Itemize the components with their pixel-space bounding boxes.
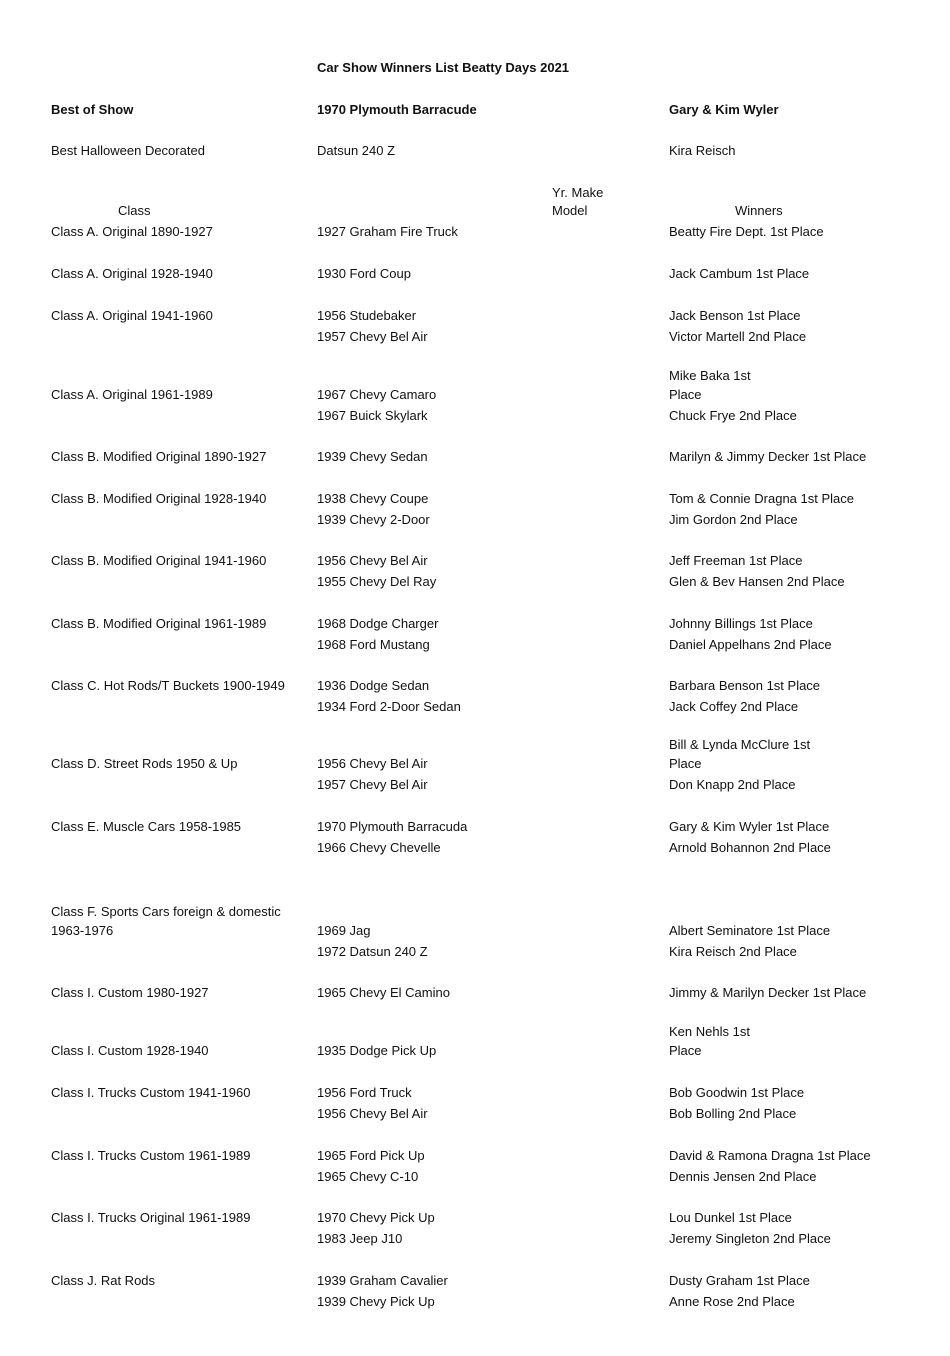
class-name: Class B. Modified Original 1890-1927 xyxy=(51,449,267,464)
winner-entry: Place xyxy=(669,1043,702,1058)
car-entry: 1967 Chevy Camaro xyxy=(317,387,437,402)
class-name: Class I. Custom 1980-1927 xyxy=(51,985,209,1000)
car-entry: 1939 Graham Cavalier xyxy=(317,1273,448,1288)
best-of-show-car: 1970 Plymouth Barracude xyxy=(317,102,477,117)
winner-entry: Jim Gordon 2nd Place xyxy=(669,512,798,527)
best-of-show-label: Best of Show xyxy=(51,102,134,117)
class-name: Class D. Street Rods 1950 & Up xyxy=(51,756,238,771)
car-entry: 1939 Chevy Pick Up xyxy=(317,1294,435,1309)
class-name: 1963-1976 xyxy=(51,923,114,938)
car-entry: 1970 Chevy Pick Up xyxy=(317,1210,435,1225)
class-name: Class J. Rat Rods xyxy=(51,1273,156,1288)
winner-entry: Kira Reisch 2nd Place xyxy=(669,944,797,959)
winner-entry: Albert Seminatore 1st Place xyxy=(669,923,831,938)
car-entry: 1935 Dodge Pick Up xyxy=(317,1043,437,1058)
winner-entry: Dennis Jensen 2nd Place xyxy=(669,1169,817,1184)
winner-entry: Lou Dunkel 1st Place xyxy=(669,1210,792,1225)
winner-entry: Anne Rose 2nd Place xyxy=(669,1294,795,1309)
winner-entry: Barbara Benson 1st Place xyxy=(669,678,821,693)
class-name: Class A. Original 1928-1940 xyxy=(51,266,213,281)
car-entry: 1957 Chevy Bel Air xyxy=(317,777,428,792)
car-entry: 1938 Chevy Coupe xyxy=(317,491,429,506)
winner-entry: Jeremy Singleton 2nd Place xyxy=(669,1231,831,1246)
car-entry: 1956 Chevy Bel Air xyxy=(317,1106,428,1121)
winner-entry: Place xyxy=(669,756,702,771)
car-entry: 1930 Ford Coup xyxy=(317,266,411,281)
header-yr-make: Yr. Make xyxy=(552,185,604,200)
winner-entry: Ken Nehls 1st xyxy=(669,1024,750,1039)
best-halloween-winner: Kira Reisch xyxy=(669,143,736,158)
car-entry: 1966 Chevy Chevelle xyxy=(317,840,441,855)
car-entry: 1968 Ford Mustang xyxy=(317,637,430,652)
car-entry: 1957 Chevy Bel Air xyxy=(317,329,428,344)
winner-entry: Beatty Fire Dept. 1st Place xyxy=(669,224,824,239)
page-title: Car Show Winners List Beatty Days 2021 xyxy=(317,60,570,75)
winner-entry: David & Ramona Dragna 1st Place xyxy=(669,1148,871,1163)
class-name: Class A. Original 1890-1927 xyxy=(51,224,213,239)
winner-entry: Victor Martell 2nd Place xyxy=(669,329,807,344)
best-halloween-car: Datsun 240 Z xyxy=(317,143,396,158)
header-class: Class xyxy=(118,203,151,218)
car-entry: 1967 Buick Skylark xyxy=(317,408,428,423)
winner-entry: Jimmy & Marilyn Decker 1st Place xyxy=(669,985,867,1000)
winner-entry: Chuck Frye 2nd Place xyxy=(669,408,797,423)
car-entry: 1983 Jeep J10 xyxy=(317,1231,403,1246)
class-name: Class E. Muscle Cars 1958-1985 xyxy=(51,819,242,834)
class-name: Class I. Custom 1928-1940 xyxy=(51,1043,209,1058)
header-model: Model xyxy=(552,203,588,218)
winner-entry: Daniel Appelhans 2nd Place xyxy=(669,637,832,652)
car-entry: 1970 Plymouth Barracuda xyxy=(317,819,468,834)
winner-entry: Dusty Graham 1st Place xyxy=(669,1273,810,1288)
winner-entry: Jack Benson 1st Place xyxy=(669,308,801,323)
car-entry: 1939 Chevy Sedan xyxy=(317,449,428,464)
car-entry: 1927 Graham Fire Truck xyxy=(317,224,458,239)
class-name: Class I. Trucks Custom 1961-1989 xyxy=(51,1148,251,1163)
car-entry: 1965 Ford Pick Up xyxy=(317,1148,425,1163)
winner-entry: Bob Bolling 2nd Place xyxy=(669,1106,797,1121)
winner-entry: Bill & Lynda McClure 1st xyxy=(669,737,811,752)
car-entry: 1969 Jag xyxy=(317,923,371,938)
winner-entry: Johnny Billings 1st Place xyxy=(669,616,813,631)
car-entry: 1956 Chevy Bel Air xyxy=(317,756,428,771)
class-name: Class B. Modified Original 1928-1940 xyxy=(51,491,267,506)
car-entry: 1956 Chevy Bel Air xyxy=(317,553,428,568)
winner-entry: Glen & Bev Hansen 2nd Place xyxy=(669,574,845,589)
best-of-show-winner: Gary & Kim Wyler xyxy=(669,102,779,117)
winner-entry: Jack Cambum 1st Place xyxy=(669,266,810,281)
winner-entry: Jeff Freeman 1st Place xyxy=(669,553,803,568)
winner-entry: Tom & Connie Dragna 1st Place xyxy=(669,491,854,506)
winner-entry: Mike Baka 1st xyxy=(669,368,751,383)
car-entry: 1955 Chevy Del Ray xyxy=(317,574,437,589)
car-entry: 1965 Chevy C-10 xyxy=(317,1169,419,1184)
car-entry: 1968 Dodge Charger xyxy=(317,616,439,631)
car-entry: 1939 Chevy 2-Door xyxy=(317,512,430,527)
class-name: Class I. Trucks Custom 1941-1960 xyxy=(51,1085,251,1100)
winner-entry: Marilyn & Jimmy Decker 1st Place xyxy=(669,449,867,464)
class-name: Class C. Hot Rods/T Buckets 1900-1949 xyxy=(51,678,285,693)
car-entry: 1965 Chevy El Camino xyxy=(317,985,450,1000)
car-entry: 1936 Dodge Sedan xyxy=(317,678,430,693)
car-entry: 1956 Ford Truck xyxy=(317,1085,412,1100)
car-entry: 1934 Ford 2-Door Sedan xyxy=(317,699,461,714)
car-entry: 1972 Datsun 240 Z xyxy=(317,944,428,959)
winner-entry: Arnold Bohannon 2nd Place xyxy=(669,840,831,855)
winner-entry: Gary & Kim Wyler 1st Place xyxy=(669,819,830,834)
class-name: Class B. Modified Original 1941-1960 xyxy=(51,553,267,568)
winner-entry: Don Knapp 2nd Place xyxy=(669,777,796,792)
header-winners: Winners xyxy=(735,203,783,218)
class-name: Class A. Original 1961-1989 xyxy=(51,387,213,402)
best-halloween-label: Best Halloween Decorated xyxy=(51,143,205,158)
car-entry: 1956 Studebaker xyxy=(317,308,417,323)
class-name: Class F. Sports Cars foreign & domestic xyxy=(51,904,281,919)
winner-entry: Bob Goodwin 1st Place xyxy=(669,1085,805,1100)
winner-entry: Jack Coffey 2nd Place xyxy=(669,699,799,714)
class-name: Class A. Original 1941-1960 xyxy=(51,308,213,323)
class-name: Class B. Modified Original 1961-1989 xyxy=(51,616,267,631)
winner-entry: Place xyxy=(669,387,702,402)
class-name: Class I. Trucks Original 1961-1989 xyxy=(51,1210,251,1225)
